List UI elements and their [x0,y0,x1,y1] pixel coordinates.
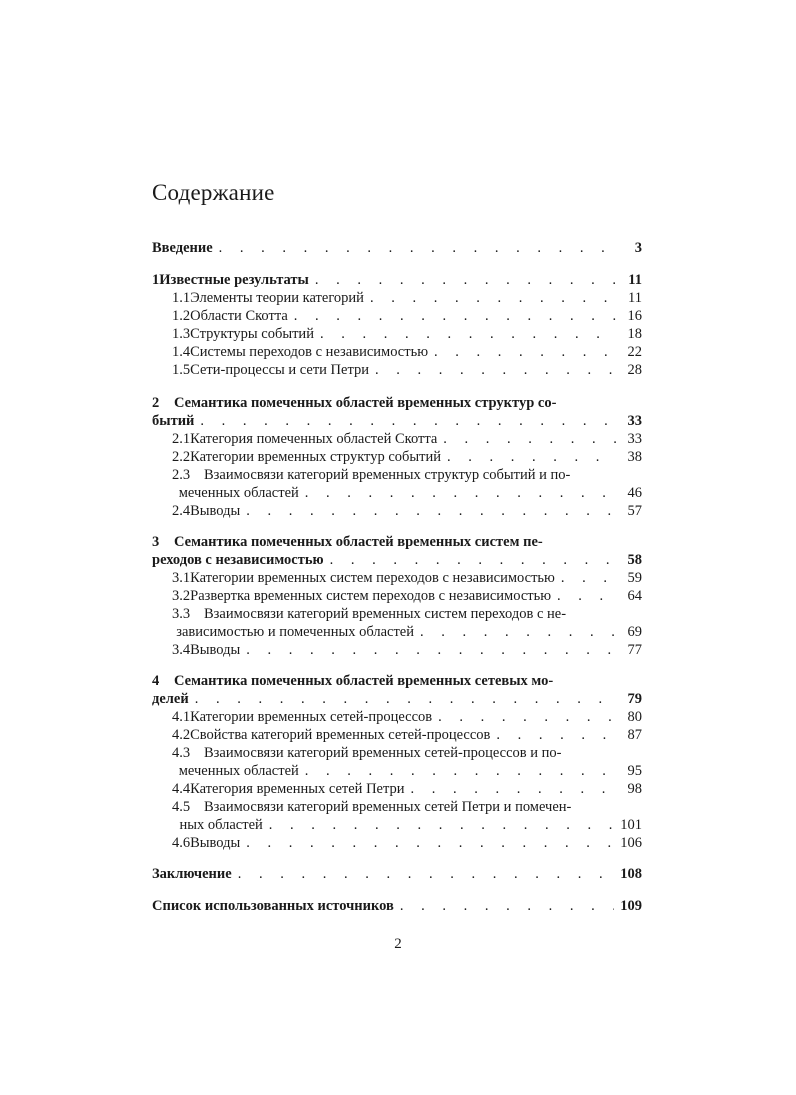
toc-section-3-4[interactable] [152,641,642,659]
toc-section-3-3[interactable] [152,623,642,641]
section-page: 46 [627,485,642,501]
leader-dots [330,551,616,569]
section-page: 98 [627,781,642,797]
toc-entry-page: 109 [620,898,642,914]
section-label-cont: меченных областей [178,485,299,501]
toc-section-2-3[interactable] [152,484,642,502]
toc-section-3-2[interactable] [152,587,642,605]
toc-section-1-3[interactable] [152,325,642,343]
page-number: 2 [394,936,402,952]
toc-entry-page: 108 [620,866,642,882]
chapter-label: Известные результаты [159,272,309,288]
chapter-label-cont: делей [152,691,189,707]
toc-entry-conclusion[interactable] [152,865,642,883]
leader-dots [219,239,616,257]
toc-section-2-4[interactable] [152,502,642,520]
section-label: Свойства категорий временных сетей-процессов [190,727,491,743]
chapter-label: Семантика помеченных областей временных структур со- [174,395,557,411]
section-label-cont: зависимостью и помеченных областей [176,624,414,640]
chapter-page: 33 [627,413,642,429]
page-title: Содержание [152,180,275,205]
toc-chapter-4[interactable] [152,690,642,708]
section-number: 4.6 [172,835,191,851]
section-number: 4.2 [172,727,191,743]
section-label: Категория помеченных областей Скотта [190,431,438,447]
toc-chapter-4-line1[interactable] [152,672,622,690]
section-page: 28 [627,362,642,378]
toc-section-4-4[interactable] [152,780,642,798]
leader-dots [315,271,616,289]
section-label: Выводы [190,503,241,519]
section-page: 38 [627,449,642,465]
toc-entry-intro[interactable] [152,239,642,257]
section-label: Категории временных сетей-процессов [190,709,433,725]
section-number: 4.4 [172,781,191,797]
chapter-label: Семантика помеченных областей временных сетевых мо- [174,673,554,689]
section-number: 1.4 [172,344,191,360]
leader-dots [195,690,616,708]
toc-section-4-2[interactable] [152,726,642,744]
section-page: 87 [627,727,642,743]
section-page: 101 [620,817,642,833]
leader-dots [320,325,616,343]
leader-dots [238,865,615,883]
section-number: 2.1 [172,431,191,447]
toc-section-2-3-line1[interactable] [152,466,622,484]
leader-dots [438,708,616,726]
toc-section-4-5-line1[interactable] [152,798,622,816]
toc-entry-label: Список использованных источников [152,898,394,914]
section-number: 1.2 [172,308,191,324]
leader-dots [269,816,614,834]
leader-dots [447,448,616,466]
section-number: 3.3 [172,606,191,622]
section-label: Элементы теории категорий [190,290,364,306]
section-number: 1.1 [172,290,191,306]
toc-chapter-2[interactable] [152,412,642,430]
toc-section-4-5[interactable] [152,816,642,834]
chapter-page: 58 [627,552,642,568]
section-label-cont: меченных областей [178,763,299,779]
leader-dots [561,569,616,587]
section-label-cont: ных областей [179,817,263,833]
chapter-number: 4 [152,673,160,689]
toc-section-3-3-line1[interactable] [152,605,622,623]
section-page: 106 [620,835,642,851]
leader-dots [200,412,616,430]
toc-section-4-1[interactable] [152,708,642,726]
section-label: Категории временных структур событий [190,449,441,465]
leader-dots [294,307,616,325]
toc-entry-label: Введение [152,240,213,256]
toc-section-1-1[interactable] [152,289,642,307]
toc-section-1-4[interactable] [152,343,642,361]
section-page: 77 [627,642,642,658]
leader-dots [411,780,617,798]
section-number: 4.3 [172,745,191,761]
section-label: Категория временных сетей Петри [190,781,405,797]
section-label: Структуры событий [190,326,314,342]
chapter-label: Семантика помеченных областей временных систем пе- [174,534,543,550]
leader-dots [370,289,616,307]
toc-section-2-2[interactable] [152,448,642,466]
section-page: 95 [627,763,642,779]
section-number: 3.4 [172,642,191,658]
section-number: 2.3 [172,467,191,483]
chapter-number: 2 [152,395,160,411]
toc-entry-page: 3 [634,240,642,256]
toc-section-1-2[interactable] [152,307,642,325]
section-page: 22 [627,344,642,360]
section-number: 1.3 [172,326,191,342]
section-number: 2.4 [172,503,191,519]
toc-section-2-1[interactable] [152,430,642,448]
section-number: 4.1 [172,709,191,725]
section-number: 2.2 [172,449,191,465]
section-label: Выводы [190,642,241,658]
toc-chapter-2-line1[interactable] [152,394,622,412]
toc-chapter-1[interactable] [152,271,642,289]
toc-section-3-1[interactable] [152,569,642,587]
section-number: 3.2 [172,588,191,604]
leader-dots [305,484,616,502]
leader-dots [246,834,614,852]
toc-section-4-6[interactable] [152,834,642,852]
section-number: 1.5 [172,362,191,378]
chapter-label-cont: реходов с независимостью [152,552,324,568]
section-page: 69 [627,624,642,640]
chapter-page: 79 [627,691,642,707]
chapter-label-cont: бытий [152,413,195,429]
section-label: Взаимосвязи категорий временных сетей-процессов и по- [204,745,562,761]
section-label: Сети-процессы и сети Петри [190,362,369,378]
section-label: Выводы [190,835,241,851]
leader-dots [496,726,616,744]
section-label: Системы переходов с независимостью [190,344,429,360]
leader-dots [246,502,616,520]
toc-section-1-5[interactable] [152,361,642,379]
leader-dots [305,762,616,780]
section-number: 4.5 [172,799,191,815]
section-page: 18 [627,326,642,342]
section-page: 59 [627,570,642,586]
leader-dots [375,361,616,379]
toc-chapter-3-line1[interactable] [152,533,622,551]
section-page: 16 [627,308,642,324]
toc-section-4-3-line1[interactable] [152,744,622,762]
section-label: Категории временных систем переходов с независимостью [190,570,555,586]
toc-chapter-3[interactable] [152,551,642,569]
leader-dots [557,587,616,605]
section-page: 64 [627,588,642,604]
section-page: 11 [628,290,642,306]
toc-section-4-3[interactable] [152,762,642,780]
section-label: Взаимосвязи категорий временных структур событий и по- [204,467,571,483]
section-label: Взаимосвязи категорий временных сетей Петри и помечен- [204,799,572,815]
leader-dots [246,641,616,659]
section-page: 80 [627,709,642,725]
section-page: 57 [627,503,642,519]
toc-entry-label: Заключение [152,866,232,882]
leader-dots [420,623,616,641]
leader-dots [434,343,616,361]
chapter-number: 3 [152,534,160,550]
chapter-number: 1 [152,272,160,288]
chapter-page: 11 [628,272,642,288]
toc-entry-references[interactable] [152,897,642,915]
section-label: Области Скотта [190,308,288,324]
section-label: Развертка временных систем переходов с независимостью [190,588,552,604]
section-label: Взаимосвязи категорий временных систем переходов с не- [204,606,567,622]
section-number: 3.1 [172,570,191,586]
leader-dots [443,430,616,448]
section-page: 33 [627,431,642,447]
leader-dots [400,897,614,915]
